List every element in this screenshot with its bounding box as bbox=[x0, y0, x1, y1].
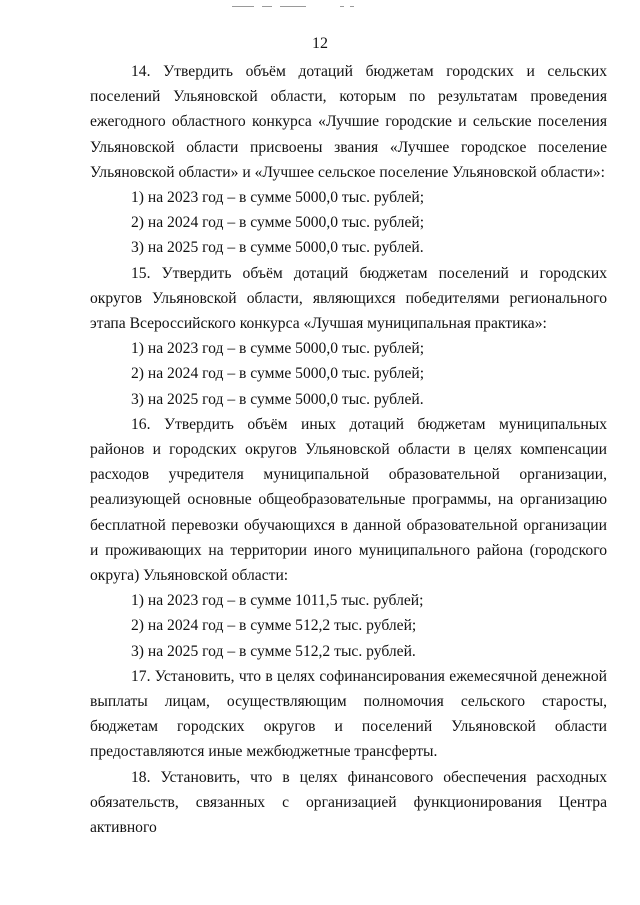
clause-16-item-2: 2) на 2024 год – в сумме 512,2 тыс. рублей; bbox=[131, 617, 417, 635]
clause-14-item-1: 1) на 2023 год – в сумме 5000,0 тыс. рублей; bbox=[131, 189, 425, 207]
clause-16-item-1: 1) на 2023 год – в сумме 1011,5 тыс. рублей; bbox=[131, 592, 424, 610]
clause-14-item-3: 3) на 2025 год – в сумме 5000,0 тыс. рублей. bbox=[131, 239, 424, 257]
document-body bbox=[90, 59, 607, 840]
clause-18-text: 18. Установить, что в целях финансового обеспечения расходных обязательств, связанных с организацией функционирования Центра активного bbox=[90, 768, 607, 837]
clause-17-text: 17. Установить, что в целях софинансирования ежемесячной денежной выплаты лицам, осуществляющим полномочия сельского старосты, бюджетам городских округов и поселений Ульяновской области предоставляются иные межбюджетные трансферты. bbox=[90, 667, 607, 761]
clause-15-item-3: 3) на 2025 год – в сумме 5000,0 тыс. рублей. bbox=[131, 390, 424, 408]
scan-artifact-marks bbox=[232, 6, 382, 10]
clause-15-item-1: 1) на 2023 год – в сумме 5000,0 тыс. рублей; bbox=[131, 340, 425, 358]
clause-15-item-2: 2) на 2024 год – в сумме 5000,0 тыс. рублей; bbox=[131, 365, 425, 383]
clause-14-item-2: 2) на 2024 год – в сумме 5000,0 тыс. рублей; bbox=[131, 214, 425, 232]
clause-16-item-3: 3) на 2025 год – в сумме 512,2 тыс. рублей. bbox=[131, 642, 416, 660]
page-number: 12 bbox=[312, 35, 328, 52]
clause-16-text: 16. Утвердить объём иных дотаций бюджетам муниципальных районов и городских округов Ульяновской области в целях компенсации расходов учредителя муниципальной образовательной организации, реализующей основные общеобразовательные программы, на организацию бесплатной перевозки обучающихся в данной образовательной организации и проживающих на территории иного муниципального района (городского округа) Ульяновской области: bbox=[90, 415, 607, 585]
clause-15-text: 15. Утвердить объём дотаций бюджетам поселений и городских округов Ульяновской области, являющихся победителями регионального этапа Всероссийского конкурса «Лучшая муниципальная практика»: bbox=[90, 264, 607, 333]
clause-14-text: 14. Утвердить объём дотаций бюджетам городских и сельских поселений Ульяновской области, которым по результатам проведения ежегодного областного конкурса «Лучшие городские и сельские поселения Ульяновской области присвоены звания «Лучшее городское поселение Ульяновской области» и «Лучшее сельское поселение Ульяновской области»: bbox=[90, 63, 607, 181]
